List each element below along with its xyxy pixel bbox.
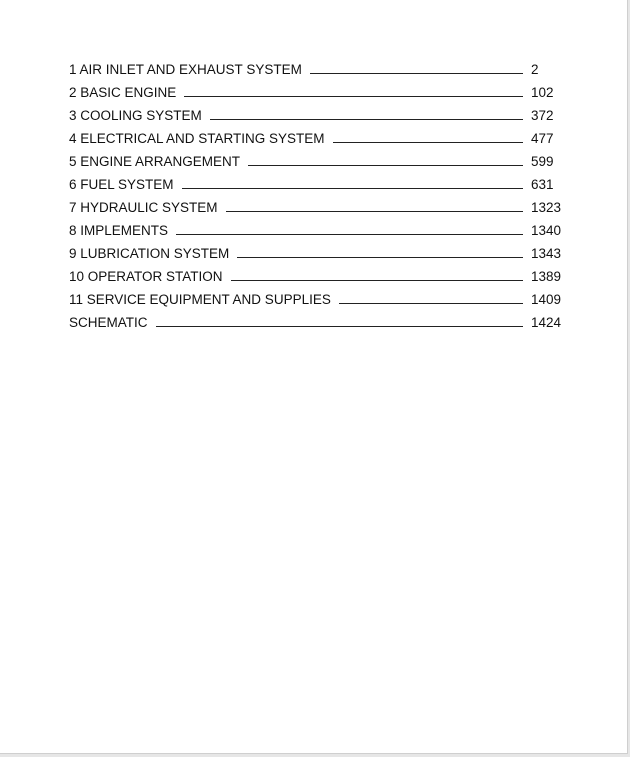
toc-entry-page: 372 [531, 108, 554, 123]
toc-entry-air-inlet[interactable] [69, 54, 561, 77]
toc-entry-page: 631 [531, 177, 554, 192]
toc-entry-title: 10 OPERATOR STATION [69, 269, 223, 284]
toc-leader-line [248, 165, 523, 166]
toc-entry-page: 599 [531, 154, 554, 169]
toc-entry-schematic[interactable] [69, 307, 561, 330]
toc-entry-page: 477 [531, 131, 554, 146]
toc-entry-title: 1 AIR INLET AND EXHAUST SYSTEM [69, 62, 302, 77]
toc-entry-title: 4 ELECTRICAL AND STARTING SYSTEM [69, 131, 325, 146]
toc-entry-electrical-starting[interactable] [69, 123, 561, 146]
toc-entry-title: 11 SERVICE EQUIPMENT AND SUPPLIES [69, 292, 331, 307]
toc-leader-line [210, 119, 523, 120]
toc-leader-line [226, 211, 523, 212]
toc-entry-page: 1424 [530, 315, 561, 330]
toc-entry-fuel-system[interactable] [69, 169, 561, 192]
toc-leader-line [184, 96, 523, 97]
toc-leader-line [333, 142, 523, 143]
toc-entry-title: 8 IMPLEMENTS [69, 223, 169, 238]
toc-entry-service-equipment[interactable] [69, 284, 561, 307]
toc-entry-title: 5 ENGINE ARRANGEMENT [69, 154, 241, 169]
toc-entry-page: 2 [531, 62, 539, 77]
toc-entry-title: 3 COOLING SYSTEM [69, 108, 202, 123]
toc-entry-operator-station[interactable] [69, 261, 561, 284]
toc-entry-implements[interactable] [69, 215, 561, 238]
toc-entry-hydraulic-system[interactable] [69, 192, 561, 215]
toc-entry-engine-arrangement[interactable] [69, 146, 561, 169]
table-of-contents [69, 54, 561, 330]
toc-leader-line [156, 326, 523, 327]
toc-entry-page: 1323 [530, 200, 561, 215]
toc-leader-line [310, 73, 523, 74]
toc-entry-basic-engine[interactable] [69, 77, 561, 100]
toc-entry-cooling-system[interactable] [69, 100, 561, 123]
toc-entry-title: 7 HYDRAULIC SYSTEM [69, 200, 218, 215]
toc-leader-line [182, 188, 523, 189]
toc-leader-line [231, 280, 523, 281]
toc-leader-line [339, 303, 523, 304]
toc-entry-title: SCHEMATIC [69, 315, 148, 330]
toc-leader-line [176, 234, 523, 235]
toc-entry-page: 1389 [530, 269, 561, 284]
toc-entry-page: 1343 [530, 246, 561, 261]
toc-entry-title: 6 FUEL SYSTEM [69, 177, 174, 192]
toc-entry-lubrication-system[interactable] [69, 238, 561, 261]
toc-entry-page: 1409 [530, 292, 561, 307]
toc-entry-page: 1340 [530, 223, 561, 238]
toc-entry-title: 2 BASIC ENGINE [69, 85, 177, 100]
toc-entry-page: 102 [531, 85, 554, 100]
toc-entry-title: 9 LUBRICATION SYSTEM [69, 246, 230, 261]
toc-leader-line [237, 257, 523, 258]
